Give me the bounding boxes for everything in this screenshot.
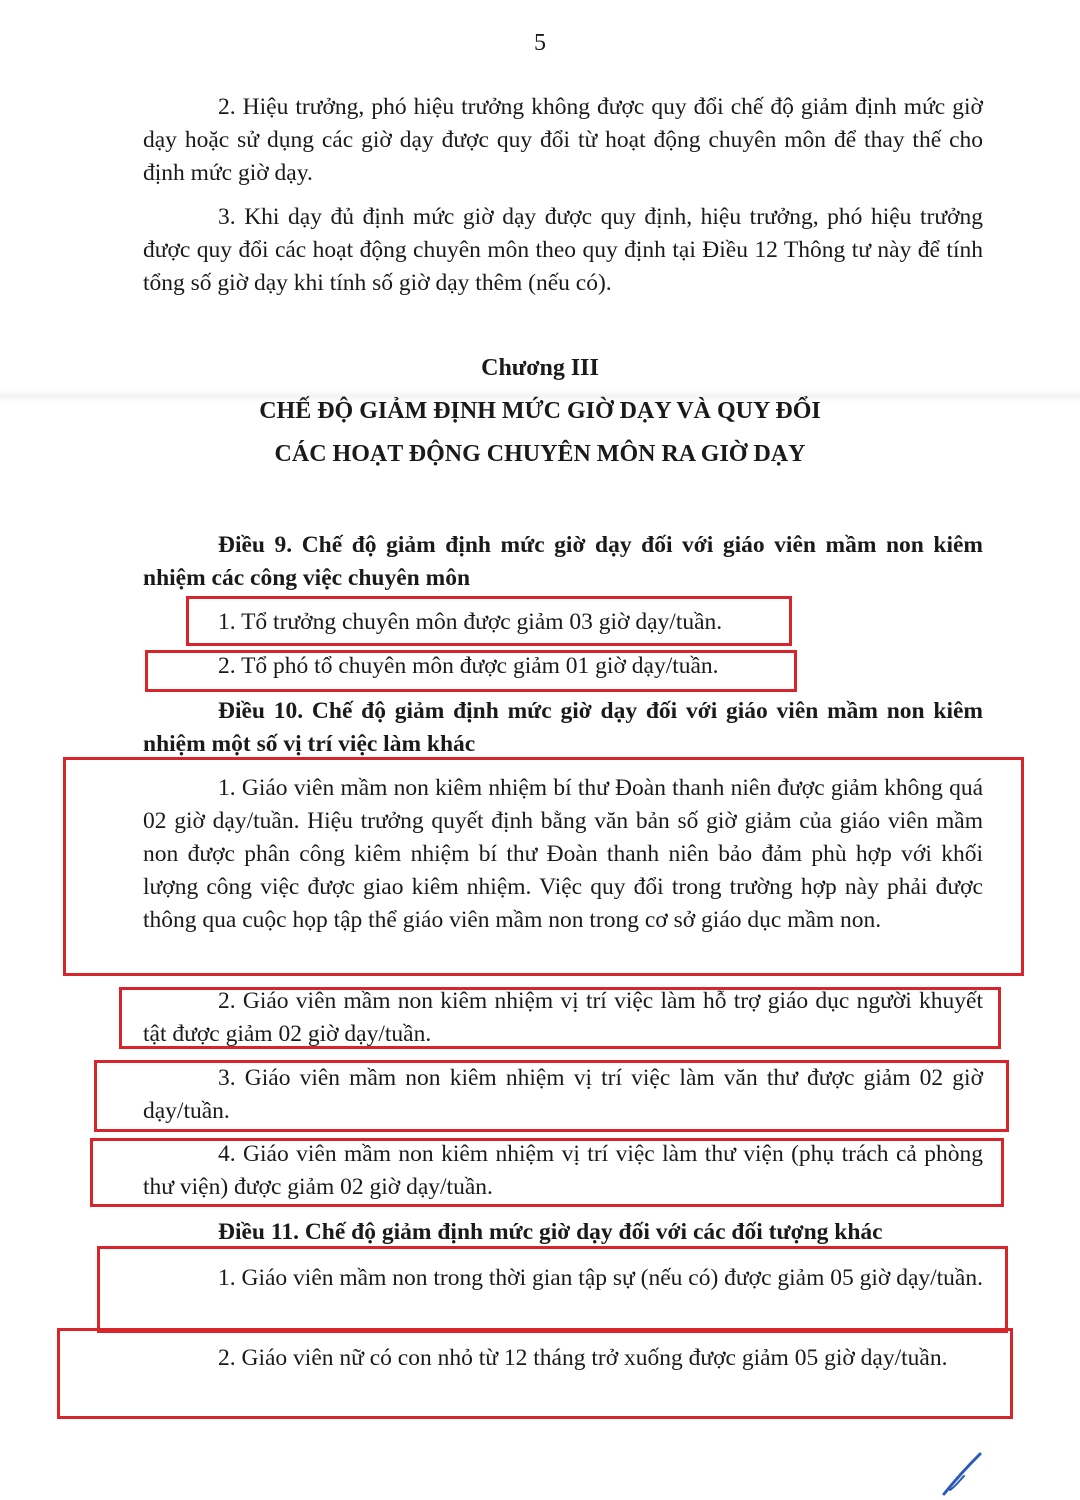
- chapter-label: Chương III: [481, 355, 599, 381]
- highlight-box-article-10-item-4: [90, 1138, 1004, 1207]
- article-10-item-1: 1. Giáo viên mầm non kiêm nhiệm bí thư Đoàn thanh niên được giảm không quá 02 giờ dạy/tuần. Hiệu trưởng quyết định bằng văn bản số giờ giảm của giáo viên mầm non được phân công kiêm nhiệm bí thư Đoàn thanh niên bảo đảm phù hợp với khối lượng công việc được giao kiêm nhiệm. Việc quy đổi trong trường hợp này phải được thông qua cuộc họp tập thể giáo viên mầm non trong cơ sở giáo dục mầm non.: [143, 775, 983, 933]
- intro-paragraph-2: 2. Hiệu trưởng, phó hiệu trưởng không được quy đổi chế độ giảm định mức giờ dạy hoặc sử dụng các giờ dạy được quy đổi từ hoạt động chuyên môn để thay thế cho định mức giờ dạy.: [143, 94, 983, 186]
- highlight-box-article-9-item-1: [186, 596, 792, 646]
- signature-mark: [940, 1450, 985, 1498]
- article-9-item-2: 2. Tổ phó tổ chuyên môn được giảm 01 giờ dạy/tuần.: [218, 653, 719, 679]
- page-number: 5: [534, 30, 546, 56]
- highlight-box-article-9-item-2: [145, 650, 797, 692]
- article-11-item-1: 1. Giáo viên mầm non trong thời gian tập sự (nếu có) được giảm 05 giờ dạy/tuần.: [218, 1265, 983, 1291]
- intro-paragraph-3: 3. Khi dạy đủ định mức giờ dạy được quy định, hiệu trưởng, phó hiệu trưởng được quy đổi các hoạt động chuyên môn theo quy định tại Điều 12 Thông tư này để tính tổng số giờ dạy khi tính số giờ dạy thêm (nếu có).: [143, 204, 983, 296]
- article-11-heading: Điều 11. Chế độ giảm định mức giờ dạy đối với các đối tượng khác: [218, 1219, 883, 1245]
- highlight-box-article-11-item-2: [57, 1328, 1013, 1419]
- article-10-heading: Điều 10. Chế độ giảm định mức giờ dạy đối với giáo viên mầm non kiêm nhiệm một số vị trí việc làm khác: [143, 698, 983, 757]
- article-10-item-3: 3. Giáo viên mầm non kiêm nhiệm vị trí việc làm văn thư được giảm 02 giờ dạy/tuần.: [143, 1065, 983, 1124]
- article-9-item-1: 1. Tổ trưởng chuyên môn được giảm 03 giờ dạy/tuần.: [218, 609, 723, 635]
- article-10-item-2: 2. Giáo viên mầm non kiêm nhiệm vị trí việc làm hỗ trợ giáo dục người khuyết tật được giảm 02 giờ dạy/tuần.: [143, 988, 983, 1047]
- chapter-title-line2: CÁC HOẠT ĐỘNG CHUYÊN MÔN RA GIỜ DẠY: [274, 441, 806, 467]
- highlight-box-article-11-item-1: [97, 1246, 1008, 1333]
- article-11-item-2: 2. Giáo viên nữ có con nhỏ từ 12 tháng trở xuống được giảm 05 giờ dạy/tuần.: [218, 1345, 948, 1371]
- article-9-heading: Điều 9. Chế độ giảm định mức giờ dạy đối với giáo viên mầm non kiêm nhiệm các công việc chuyên môn: [143, 532, 983, 591]
- chapter-title-line1: CHẾ ĐỘ GIẢM ĐỊNH MỨC GIỜ DẠY VÀ QUY ĐỔI: [259, 398, 821, 424]
- article-10-item-4: 4. Giáo viên mầm non kiêm nhiệm vị trí việc làm thư viện (phụ trách cả phòng thư viện) được giảm 02 giờ dạy/tuần.: [143, 1141, 983, 1200]
- highlight-box-article-10-item-2: [119, 987, 1001, 1049]
- highlight-box-article-10-item-1: [63, 757, 1024, 976]
- highlight-box-article-10-item-3: [94, 1060, 1009, 1132]
